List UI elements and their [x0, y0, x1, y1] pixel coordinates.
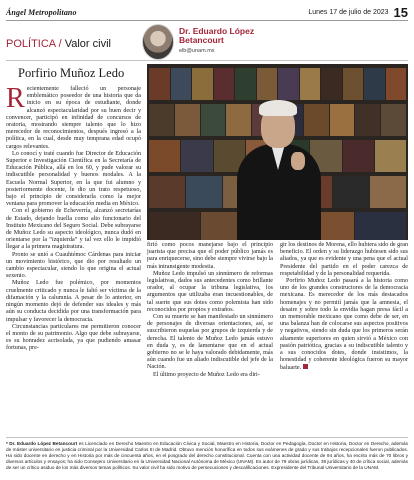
section-label — [6, 38, 111, 50]
bookshelf-row — [147, 68, 408, 100]
author-bio — [6, 441, 408, 471]
drop-cap: R — [6, 83, 25, 114]
section-label-accent: POLÍTICA — [6, 38, 56, 50]
author-name-line2: Betancourt — [179, 35, 224, 45]
paragraph — [6, 83, 141, 151]
author-email: elb@unam.mx — [179, 48, 215, 54]
end-mark-icon — [303, 364, 308, 369]
paper-name: Ángel Metropolitano — [6, 7, 77, 17]
paragraph-text: ecientemente falleció un personaje emblemático poseedor de una historia que da inicio en su época de estudiante, donde alcanzó espectacularidad por su buen decir y convencer, participó en infinidad de concursos de oratoria, mostrando siempre talento que lo hizo merecedor de reconocimientos, después ingresó a la política, en la cual, desde muy temprana edad ocupó cargos relevantes. — [6, 86, 141, 150]
article-column-1 — [6, 83, 141, 353]
paragraph: Pronto se unió a Cuauhtémoc Cárdenas para iniciar un movimiento histórico, que dio por resultado un cambio espectacular, siendo lo que origina el actual sexenio. — [6, 251, 141, 280]
article-column-2 — [147, 242, 273, 379]
section-header — [6, 24, 408, 60]
paragraph: Con el gobierno de Echeverría, alcanzó secretarías de Estado, dejando huella como alto funcionario del Instituto Mexicano del Seguro Social. Debe subrayarse de Muñoz Ledo su aspecto ideológico, nunca dudó en orientarse por la “izquierda” y tal vez ello le impidió llegar a la primera magistratura. — [6, 208, 141, 251]
masthead — [6, 4, 408, 21]
paragraph: Lo conocí y traté cuando fue Director de Educación Superior e Investigación Científica en la Secretaría de Educación Pública, allá en los 60, y pude valorar su indiscutible personalidad y buenos modales. A la Escuela Normal Superior, en la que fui alumno y posteriormente docente, le dio un trato respetuoso, bajo el principio de considerarla como la mejor ventana para promover la educación media en México. — [6, 150, 141, 208]
author-name-line1: Dr. Eduardo López — [179, 26, 255, 36]
author-name — [179, 27, 254, 45]
issue-date: Lunes 17 de julio de 2023 — [308, 8, 389, 16]
paragraph: Muñoz Ledo impulsó un sinnúmero de reformas legislativas, dados sus antecedentes como brillante orador, al ocupar la tribuna legislativa, los argumentos que utilizaba eran incuestionables, de tal suerte que sus dotes como polemista han sido reconocidos por propios y extraños. — [147, 270, 273, 313]
article-title: Porfirio Muñoz Ledo — [18, 66, 125, 80]
article-column-3 — [280, 242, 408, 373]
paragraph: Circunstancias particulares me permitieron conocer el monto de su patrimonio. Algo que debe subrayarse, es su honradez acrisolada, ya que pudiendo amasar fortunas, pre- — [6, 323, 141, 352]
section-label-separator: / — [55, 38, 65, 50]
masthead-date-group — [308, 5, 408, 20]
portrait-photo — [147, 64, 408, 240]
paragraph: gir los destinos de Morena, ello hubiera sido de gran beneficio. El orden y su liderazgo hubiesen sido sus aliados, ya que es evidente y una pena que el actual Presidente del partido en el poder carezca de respetabilidad y de la personalidad requerida. — [280, 242, 408, 277]
header-divider — [6, 60, 408, 61]
paragraph — [280, 278, 408, 373]
bio-name: * Dr. Eduardo López Betancourt — [6, 441, 78, 446]
paragraph: Muñoz Ledo fue polémico, por momentos cruelmente criticado y nunca le faltó ser víctima de la difamación y la calumnia. A pesar de lo anterior, en ningún momento dejó de defender sus ideales y más aún su conducta decidida por una transformación para impulsar y favorecer la democracia. — [6, 280, 141, 323]
section-label-rest: Valor civil — [64, 38, 111, 50]
paragraph: firió como pocos manejarse bajo el principio juarista que precisa que el poder público jamás es para enriquecerse, sino debe siempre vivirse bajo la más intransigente modestia. — [147, 242, 273, 270]
paragraph-text: Porfirio Muñoz Ledo pasará a la historia como uno de los grandes constructores de la democracia mexicana. Es merecedor de los más destacados homenajes y no permití jamás que la amnesia, el desaire y sobre todo la envidia hagan presa fácil a un memorable mexicano que como debe de ser, en una balanza han de colocarse sus aspectos positivos y negativos, siendo sin duda que los primeros serán altamente superiores en quien sirvió a México con pasión patriótica, gracias a su indiscutible talento y a sus conocidos dotes, donde insistimos, la honestidad y coherente ideológica fueron su mayor baluarte. — [280, 278, 408, 372]
paragraph: El último proyecto de Muñoz Ledo era diri- — [153, 371, 260, 378]
bio-text: es Licenciado en Derecho Maestro en Educación Cívica y Social, Maestro en Historia, Doctor en Pedagogía, Doctor en Historia, Doctor en Derecho, además de máster universitario en justicia criminal por la Universidad Carlos III de Madrid. Obtuvo mención honorífica en todos sus exámenes de grado y sus trabajos recepcionales fueron publicados. Ha sido docente en derecho y en Historia por más de cincuenta años, en el posgrado del derecho constitucional. Cuenta con una actividad docente de 94 años, ha escrito más de 70 libros y diversos artículos y ensayos; ha sido Consejero Universitario en la Universidad Nacional Autónoma de México (UNAM). Es autor de 79 obras jurídicas, 39 jurídicas y 40 de crítica social, además de ser un crítico asiduo de los más diversos temas políticos. Su valor civil ha sido motivo de persecuciones y descalificaciones. Expresidente del Tribunal Universitario de la UNAM. — [6, 441, 408, 470]
person-figure — [233, 100, 325, 240]
paragraph: Con su muerte se han manifestado un sinnúmero de personajes de diversas orientaciones, así, se suscribieron esquelas por grupos de izquierda y de derecha. El talento de Muñoz Ledo jamás estuvo en duda y, es de lamentarse que en el actual gobierno no se le haya valorado debidamente, más aún cuando fue un aliado indiscutible del jefe de la Nación. — [147, 314, 273, 371]
page-number: 15 — [393, 4, 408, 20]
bio-divider — [6, 437, 408, 438]
author-avatar — [142, 24, 174, 60]
